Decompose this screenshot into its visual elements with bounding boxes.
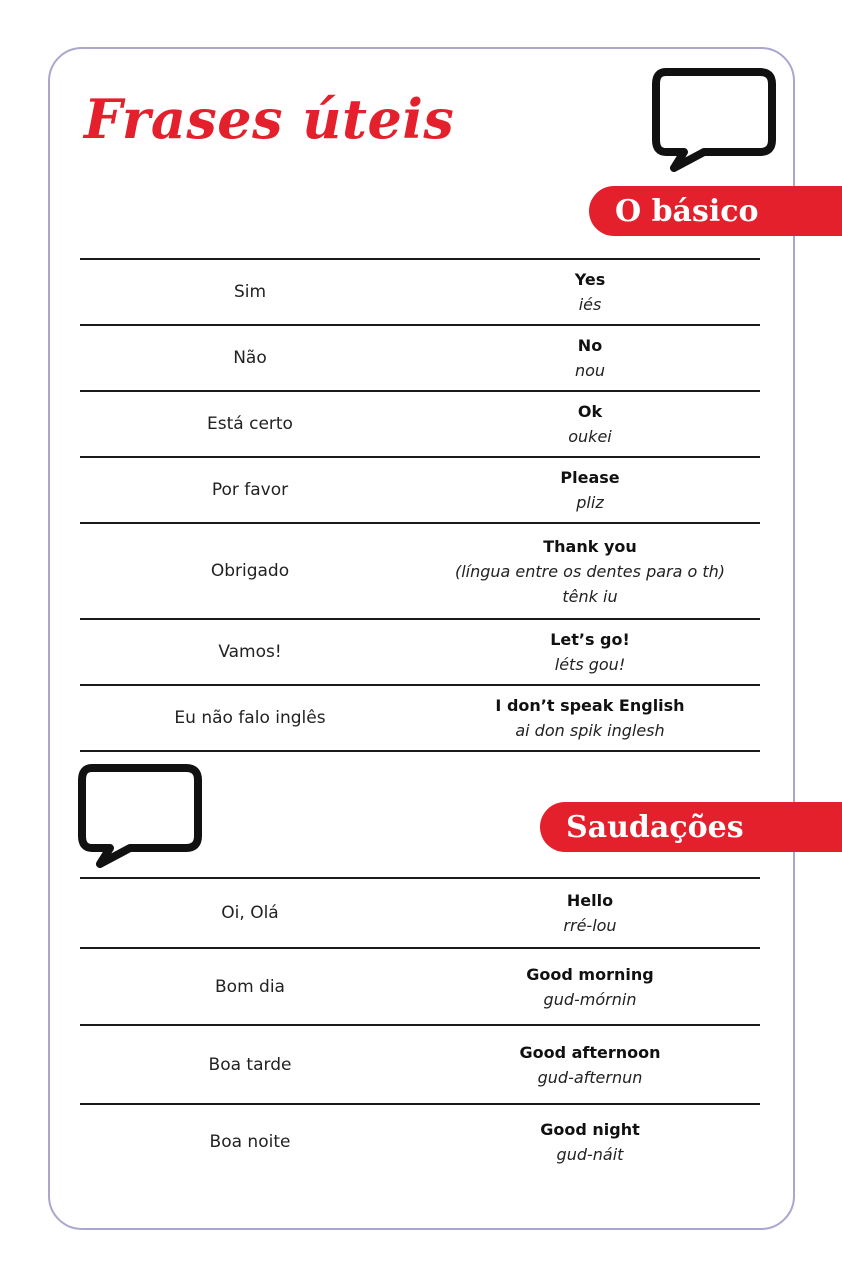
- english-cell: [420, 392, 760, 456]
- english-cell: [420, 1105, 760, 1179]
- table-row: [80, 324, 760, 390]
- portuguese-phrase: Boa noite: [209, 1132, 291, 1152]
- table-row: [80, 618, 760, 684]
- table-row: [80, 456, 760, 522]
- table-row: [80, 522, 760, 618]
- table-row: [80, 1024, 760, 1103]
- portuguese-phrase: Bom dia: [215, 976, 285, 997]
- english-cell: [420, 879, 760, 947]
- pronunciation-note: (língua entre os dentes para o th): [454, 561, 726, 581]
- english-phrase: Good night: [540, 1120, 640, 1139]
- table-row: [80, 684, 760, 752]
- table-row: [80, 877, 760, 947]
- english-cell: [420, 949, 760, 1024]
- english-phrase: Good morning: [526, 964, 654, 984]
- pronunciation: tênk iu: [562, 586, 618, 606]
- english-cell: [420, 260, 760, 324]
- english-cell: [420, 458, 760, 522]
- pronunciation: pliz: [576, 493, 604, 512]
- portuguese-phrase: Obrigado: [210, 561, 290, 581]
- pronunciation: nou: [574, 361, 606, 380]
- pronunciation: ai don spik inglesh: [515, 721, 665, 740]
- portuguese-phrase: Oi, Olá: [221, 903, 279, 923]
- pronunciation: iés: [578, 295, 602, 314]
- table-row: [80, 390, 760, 456]
- section-tab-saudacoes: Saudações: [540, 802, 842, 852]
- pronunciation: gud-mórnin: [543, 989, 637, 1009]
- english-phrase: Thank you: [543, 536, 637, 556]
- portuguese-phrase: Vamos!: [218, 642, 282, 662]
- english-cell: [420, 686, 760, 750]
- english-phrase: I don’t speak English: [495, 696, 685, 715]
- english-phrase: Hello: [566, 891, 614, 910]
- speech-bubble-icon: [78, 764, 204, 872]
- table-row: [80, 258, 760, 324]
- phrase-table-saudacoes: [80, 877, 760, 1179]
- section-tab-basico: O básico: [589, 186, 842, 236]
- english-phrase: No: [577, 336, 603, 355]
- portuguese-phrase: Não: [233, 348, 267, 368]
- english-phrase: Let’s go!: [550, 630, 630, 649]
- english-cell: [420, 1026, 760, 1103]
- table-row: [80, 1103, 760, 1179]
- table-row: [80, 947, 760, 1024]
- pronunciation: léts gou!: [554, 655, 626, 674]
- portuguese-phrase: Por favor: [211, 480, 289, 500]
- portuguese-phrase: Eu não falo inglês: [174, 708, 326, 728]
- pronunciation: gud-náit: [556, 1145, 624, 1164]
- english-phrase: Yes: [574, 270, 606, 289]
- phrase-table-basico: [80, 258, 760, 752]
- english-cell: [420, 524, 760, 618]
- english-phrase: Ok: [577, 402, 603, 421]
- english-cell: [420, 620, 760, 684]
- english-cell: [420, 326, 760, 390]
- portuguese-phrase: Boa tarde: [208, 1054, 292, 1075]
- english-phrase: Good afternoon: [519, 1042, 661, 1062]
- speech-bubble-icon: [652, 68, 778, 176]
- pronunciation: gud-afternun: [537, 1067, 643, 1087]
- english-phrase: Please: [560, 468, 620, 487]
- pronunciation: rré-lou: [563, 916, 617, 935]
- page-title: Frases úteis: [84, 87, 455, 151]
- portuguese-phrase: Sim: [233, 282, 267, 302]
- pronunciation: oukei: [568, 427, 612, 446]
- portuguese-phrase: Está certo: [207, 414, 293, 434]
